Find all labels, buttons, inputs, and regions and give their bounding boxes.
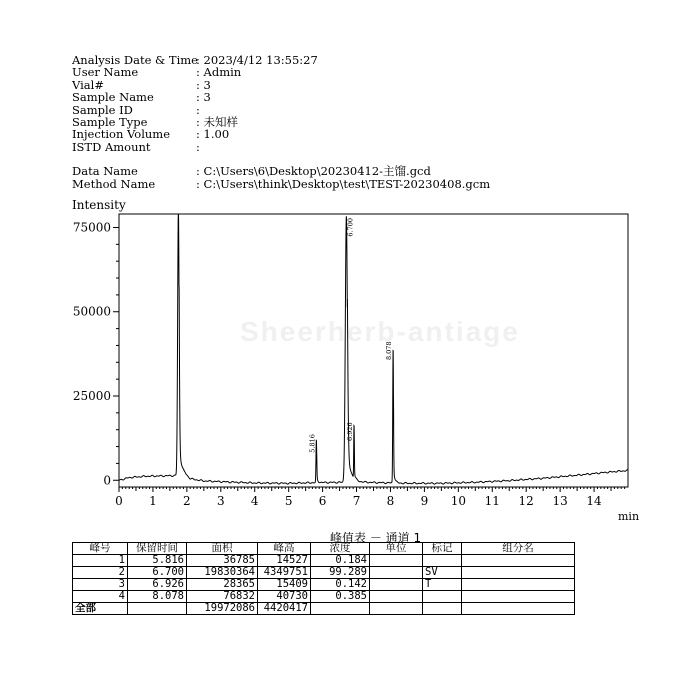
column-header: 组分名 (462, 543, 575, 555)
table-cell: SV (423, 567, 462, 579)
table-cell: 3 (73, 579, 128, 591)
x-tick-label: 6 (318, 494, 327, 508)
peak-table-title: 峰值表 － 通道 1 (330, 531, 422, 545)
x-tick-label: 9 (420, 494, 429, 508)
table-cell: T (423, 579, 462, 591)
table-cell: 5.816 (128, 555, 187, 567)
info-key: ISTD Amount (72, 139, 151, 154)
info-value: : 2023/4/12 13:55:27 (196, 53, 318, 67)
x-tick-label: 10 (450, 494, 466, 508)
table-cell (423, 603, 462, 615)
table-cell: 40730 (258, 591, 311, 603)
y-tick-label: 0 (103, 473, 111, 488)
table-cell (128, 603, 187, 615)
info-value: : Admin (196, 65, 242, 80)
table-cell (462, 591, 575, 603)
watermark: Sheerherb-antiage (240, 316, 520, 347)
table-cell (423, 555, 462, 567)
table-cell: 14527 (258, 555, 311, 567)
info-key: Sample Name (72, 90, 154, 105)
table-cell (370, 603, 423, 615)
table-cell: 8.078 (128, 591, 187, 603)
y-tick-label: 75000 (72, 220, 111, 235)
info-value: : C:\Users\think\Desktop\test\TEST-20230408.gcm (196, 176, 491, 191)
x-axis-title: min (618, 510, 640, 523)
column-header: 单位 (370, 543, 423, 555)
peak-label: 6.926 (346, 422, 355, 441)
plot-frame (119, 214, 628, 487)
table-cell: 2 (73, 567, 128, 579)
x-tick-label: 0 (115, 494, 123, 508)
table-cell (370, 555, 423, 567)
info-key: Data Name (72, 164, 138, 179)
table-row (73, 555, 575, 567)
info-key: Vial# (72, 77, 104, 92)
table-cell (311, 603, 370, 615)
peak-table (72, 542, 575, 615)
x-tick-label: 8 (386, 494, 395, 508)
x-tick-label: 14 (586, 494, 602, 508)
peak-label: 6.700 (346, 218, 355, 237)
column-header: 标记 (423, 543, 462, 555)
info-key: Sample Type (72, 115, 148, 130)
table-cell: 0.385 (311, 591, 370, 603)
info-value: : (196, 139, 200, 154)
x-tick-label: 4 (250, 494, 259, 508)
table-cell (370, 567, 423, 579)
table-cell: 全部 (73, 603, 128, 615)
table-cell: 4 (73, 591, 128, 603)
info-value: : 未知样 (196, 115, 239, 130)
table-row (73, 567, 575, 579)
table-cell (462, 567, 575, 579)
y-axis-title: Intensity (72, 198, 126, 212)
table-row (73, 579, 575, 591)
table-cell (462, 603, 575, 615)
table-header-row (73, 543, 575, 555)
info-value: : 1.00 (196, 127, 230, 142)
peak-label: 8.078 (385, 341, 394, 361)
table-cell (423, 591, 462, 603)
chromatogram-trace (119, 214, 628, 484)
info-value: : 3 (196, 90, 211, 105)
x-tick-label: 2 (183, 494, 191, 508)
table-cell: 0.142 (311, 579, 370, 591)
info-value: : C:\Users\6\Desktop\20230412-主馏.gcd (196, 164, 431, 179)
column-header: 峰高 (258, 543, 311, 555)
table-cell: 28365 (187, 579, 258, 591)
table-cell (462, 579, 575, 591)
x-tick-label: 11 (484, 494, 500, 508)
table-cell: 99.289 (311, 567, 370, 579)
info-value: : 3 (196, 77, 211, 92)
column-header: 保留时间 (128, 543, 187, 555)
table-cell: 36785 (187, 555, 258, 567)
table-row (73, 603, 575, 615)
info-key: Sample ID (72, 102, 133, 117)
table-cell: 6.700 (128, 567, 187, 579)
column-header: 浓度 (311, 543, 370, 555)
peak-label: 5.816 (308, 434, 317, 453)
y-tick-label: 50000 (72, 304, 111, 319)
table-cell: 15409 (258, 579, 311, 591)
y-tick-label: 25000 (72, 389, 111, 403)
info-key: Analysis Date & Time (72, 53, 198, 67)
table-row (73, 591, 575, 603)
info-key: Method Name (72, 176, 156, 191)
info-key: Injection Volume (72, 127, 171, 142)
table-cell: 1 (73, 555, 128, 567)
column-header: 面积 (187, 543, 258, 555)
table-cell: 4349751 (258, 567, 311, 579)
x-tick-label: 1 (149, 494, 157, 508)
table-cell: 76832 (187, 591, 258, 603)
x-tick-label: 12 (518, 494, 534, 508)
table-cell: 19972086 (187, 603, 258, 615)
x-tick-label: 7 (352, 494, 361, 508)
column-header: 峰号 (73, 543, 128, 555)
table-cell: 6.926 (128, 579, 187, 591)
info-value: : (196, 102, 200, 117)
x-tick-label: 3 (216, 494, 225, 508)
table-cell (370, 579, 423, 591)
table-cell: 0.184 (311, 555, 370, 567)
info-key: User Name (72, 65, 139, 80)
x-tick-label: 5 (284, 494, 293, 508)
table-cell (370, 591, 423, 603)
table-cell (462, 555, 575, 567)
table-cell: 19830364 (187, 567, 258, 579)
x-tick-label: 13 (552, 494, 568, 508)
table-cell: 4420417 (258, 603, 311, 615)
